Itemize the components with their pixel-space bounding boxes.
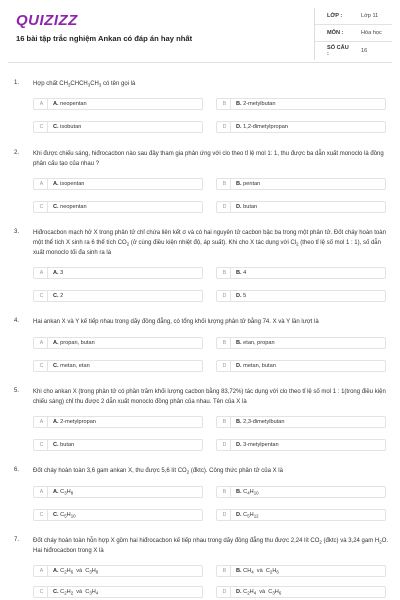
question-text: Hợp chất $CH_3CHCH_3CH_3$ có tên gọi là [33,81,136,88]
option-text: A. $C_2H_6$ và $C_3H_8$ [53,567,99,575]
option-letter: A [36,487,48,497]
answer-option-d[interactable] [216,360,386,372]
question-number: 1. [14,80,20,86]
option-letter: D [219,587,231,597]
answer-option-d[interactable] [216,290,386,302]
option-text: D. 3-metylpentan [236,442,279,448]
answer-option-a[interactable] [33,416,203,428]
answer-option-a[interactable] [33,486,203,498]
option-text: B. pentan [236,181,261,187]
option-letter: A [36,566,48,576]
question-text: Hai ankan X và Y kế tiếp nhau trong dãy đồng đẳng, có tổng khối lượng phân tử bằng 74. X và Y lần lượt là [33,319,319,325]
option-letter: C [36,361,48,371]
option-text: C. neopentan [53,204,87,210]
answer-option-d[interactable] [216,201,386,213]
option-letter: B [219,566,231,576]
option-text: C. isobutan [53,124,82,130]
answer-option-d[interactable] [216,509,386,521]
option-text: A. $C_3H_8$ [53,488,74,496]
option-letter: B [219,338,231,348]
meta-value: 16 [361,47,368,54]
header-divider [8,62,392,63]
option-text: A. propan, butan [53,340,95,346]
option-letter: D [219,361,231,371]
option-letter: B [219,179,231,189]
option-text: A. 3 [53,270,64,276]
question-text: Hiđrocacbon mạch hở X trong phân tử chỉ chứa liên kết σ và có hai nguyên tử cacbon bậc ba trong một phân tử. Đốt cháy hoàn toàn một thể tích X sinh ra 6 thể tích $CO_2$ (ở cùng điều kiện nhiệt độ, áp suất). Khi cho X tác dụng với $Cl_2$ (theo tỉ lệ số mol 1 : 1), số dẫn xuất monoclo tối đa sinh ra là [33,230,386,256]
option-text: D. 5 [236,293,247,299]
question-number: 7. [14,537,20,543]
option-letter: A [36,338,48,348]
answer-option-b[interactable] [216,416,386,428]
meta-value: Lớp 11 [361,13,379,19]
option-text: D. $C_2H_4$ và $C_3H_6$ [236,588,282,596]
meta-label: SỐ CÂU : [327,44,349,57]
option-text: D. 1,2-đimetylpropan [236,124,288,130]
page-header [0,0,400,70]
answer-option-b[interactable] [216,178,386,190]
question-number: 4. [14,318,20,324]
option-letter: A [36,268,48,278]
answer-option-c[interactable] [33,121,203,133]
answer-option-a[interactable] [33,267,203,279]
option-text: D. metan, butan [236,363,276,369]
option-letter: B [219,268,231,278]
option-text: B. 2,3-đimetylbutan [236,419,285,425]
option-letter: C [36,122,48,132]
answer-option-c[interactable] [33,290,203,302]
answer-option-c[interactable] [33,439,203,451]
option-letter: C [36,291,48,301]
option-letter: B [219,99,231,109]
meta-row-subject [315,25,392,42]
option-text: B. $C_4H_{10}$ [236,488,259,496]
option-text: A. 2-metylpropan [53,419,96,425]
answer-option-c[interactable] [33,586,203,598]
option-text: C. 2 [53,293,64,299]
question-number: 2. [14,150,20,156]
question-number: 5. [14,388,20,394]
answer-option-d[interactable] [216,121,386,133]
quizizz-logo: QUIZIZZ [16,12,78,29]
option-text: B. 4 [236,270,247,276]
answer-option-b[interactable] [216,98,386,110]
option-text: A. neopentan [53,101,87,107]
question-text: Khi được chiếu sáng, hiđrocacbon nào sau đây tham gia phản ứng với clo theo tỉ lệ mol 1: 1, thu được ba dẫn xuất monoclo là đồng phân cấu tạo của nhau ? [33,151,384,167]
question-text: Đốt cháy hoàn toàn 3,6 gam ankan X, thu được 5,6 lít $CO_2$ (đktc). Công thức phân tử của X là [33,468,283,475]
option-text: C. metan, etan [53,363,90,369]
answer-option-c[interactable] [33,201,203,213]
option-letter: A [36,179,48,189]
answer-option-d[interactable] [216,586,386,598]
meta-label: LỚP : [327,13,343,19]
option-text: C. $C_2H_2$ và $C_3H_4$ [53,588,99,596]
answer-option-b[interactable] [216,337,386,349]
option-letter: C [36,510,48,520]
meta-row-grade [315,8,392,25]
option-letter: B [219,417,231,427]
option-text: A. isopentan [53,181,85,187]
meta-label: MÔN : [327,30,344,36]
document-title: 16 bài tập trắc nghiệm Ankan có đáp án hay nhất [16,34,193,43]
question-number: 3. [14,229,20,235]
option-letter: D [219,291,231,301]
option-letter: C [36,587,48,597]
answer-option-d[interactable] [216,439,386,451]
option-letter: C [36,440,48,450]
question-number: 6. [14,467,20,473]
meta-box [314,8,392,60]
option-text: D. $C_5H_{12}$ [236,511,259,519]
option-letter: D [219,510,231,520]
answer-option-a[interactable] [33,565,203,577]
option-letter: B [219,487,231,497]
option-text: D. butan [236,204,258,210]
question-text: Khi cho ankan X (trong phân tử có phần trăm khối lượng cacbon bằng 83,72%) tác dụng với clo theo tỉ lệ số mol 1 : 1(trong điều kiện chiếu sáng) chỉ thu được 2 dẫn xuất monoclo đồng phân của nhau. Tên của X là [33,389,386,405]
option-text: B. $CH_4$ và $C_2H_6$ [236,567,279,575]
option-text: B. etan, propan [236,340,275,346]
question-text: Đốt cháy hoàn toàn hỗn hợp X gồm hai hiđrocacbon kế tiếp nhau trong dãy đồng đẳng thu được 2,24 lít $CO_2$ (đktc) và 3,24 gam $H_2O$. Hai hiđrocacbon trong X là [33,538,389,555]
answer-option-b[interactable] [216,267,386,279]
answer-option-a[interactable] [33,337,203,349]
answer-option-a[interactable] [33,178,203,190]
option-letter: A [36,417,48,427]
answer-option-b[interactable] [216,565,386,577]
answer-option-c[interactable] [33,509,203,521]
option-letter: A [36,99,48,109]
option-text: C. butan [53,442,75,448]
option-text: C. $C_5H_{10}$ [53,511,76,519]
option-letter: C [36,202,48,212]
answer-option-b[interactable] [216,486,386,498]
option-text: B. 2-metylbutan [236,101,276,107]
meta-row-count [315,42,392,59]
option-letter: D [219,202,231,212]
answer-option-a[interactable] [33,98,203,110]
option-letter: D [219,440,231,450]
option-letter: D [219,122,231,132]
meta-value: Hóa học [361,30,382,36]
answer-option-c[interactable] [33,360,203,372]
